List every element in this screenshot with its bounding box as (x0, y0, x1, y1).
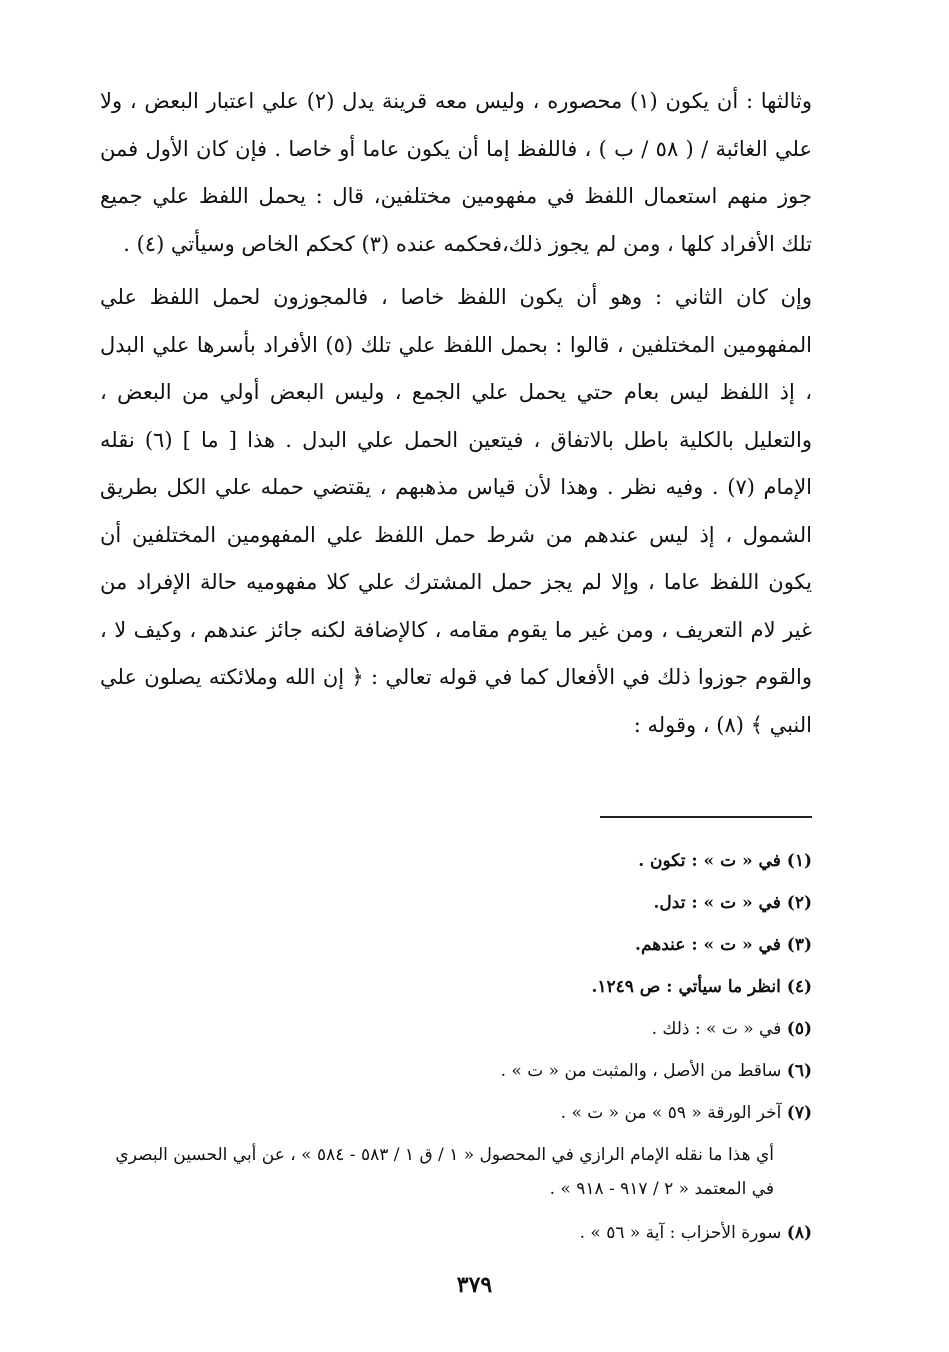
footnote-1 (100, 840, 812, 882)
footnote-number: (١) (786, 851, 812, 871)
footnote-separator (600, 816, 812, 818)
footnote-7-note: أي هذا ما نقله الإمام الرازي في المحصول « ١ / ق ١ / ٥٨٣ - ٥٨٤ » ، عن أبي الحسين البصري في المعتمد « ٢ / ٩١٧ - ٩١٨ » . (115, 1145, 774, 1199)
footnote-number: (٤) (786, 977, 812, 997)
footnote-number: (٧) (786, 1103, 812, 1123)
footnote-5 (100, 1008, 812, 1050)
footnote-2 (100, 882, 812, 924)
footnotes (100, 840, 812, 1254)
footnote-number: (٢) (786, 893, 812, 913)
footnote-text: انظر ما سيأتي : ص ١٢٤٩. (591, 977, 781, 997)
footnote-6 (100, 1050, 812, 1092)
footnote-text: في « ت » : عندهم. (635, 935, 781, 955)
paragraph-2: وإن كان الثاني : وهو أن يكون اللفظ خاصا ، فالمجوزون لحمل اللفظ علي المفهومين المختلفين ، قالوا : بحمل اللفظ علي تلك (٥) الأفراد بأسرها علي البدل ، إذ اللفظ ليس بعام حتي يحمل علي الجمع ، وليس البعض أولي من البعض ، والتعليل بالكلية باطل بالاتفاق ، فيتعين الحمل علي البدل . هذا [ ما ] (٦) نقله الإمام (٧) . وفيه نظر . وهذا لأن قياس مذهبهم ، يقتضي حمله علي الكل بطريق الشمول ، إذ ليس عندهم من شرط حمل اللفظ علي المفهومين المختلفين أن يكون اللفظ عاما ، وإلا لم يجز حمل المشترك علي كلا مفهوميه حالة الإفراد من غير لام التعريف ، ومن غير ما يقوم مقامه ، كالإضافة لكنه جائز عندهم ، وكيف لا ، والقوم جوزوا ذلك في الأفعال كما في قوله تعالي : ﴿ إن الله وملائكته يصلون علي النبي ﴾ (٨) ، وقوله : (100, 285, 813, 737)
footnote-text: في « ت » : ذلك . (651, 1019, 782, 1039)
footnote-number: (٣) (786, 935, 812, 955)
page-number: ٣٧٩ (456, 1272, 493, 1298)
main-text (100, 78, 812, 749)
footnote-8 (100, 1212, 812, 1254)
footnote-4 (100, 966, 812, 1008)
footnote-number: (٥) (786, 1019, 812, 1039)
footnote-text: ساقط من الأصل ، والمثبت من « ت » . (500, 1061, 782, 1081)
footnote-number: (٨) (786, 1223, 812, 1243)
footnote-number: (٦) (786, 1061, 812, 1081)
footnote-3 (100, 924, 812, 966)
footnote-text: في « ت » : تدل. (653, 893, 781, 913)
footnote-text: في « ت » : تكون . (638, 851, 781, 871)
footnote-text: آخر الورقة « ٥٩ » من « ت » . (560, 1103, 782, 1123)
footnote-7 (100, 1092, 812, 1134)
paragraph-1: وثالثها : أن يكون (١) محصوره ، وليس معه قرينة يدل (٢) علي اعتبار البعض ، ولا علي الغائبة / ( ٥٨ / ب ) ، فاللفظ إما أن يكون عاما أو خاصا . فإن كان الأول فمن جوز منهم استعمال اللفظ في مفهومين مختلفين، قال : يحمل اللفظ علي جميع تلك الأفراد كلها ، ومن لم يجوز ذلك،فحكمه عنده (٣) كحكم الخاص وسيأتي (٤) . (100, 89, 812, 256)
footnote-text: سورة الأحزاب : آية « ٥٦ » . (579, 1223, 782, 1243)
